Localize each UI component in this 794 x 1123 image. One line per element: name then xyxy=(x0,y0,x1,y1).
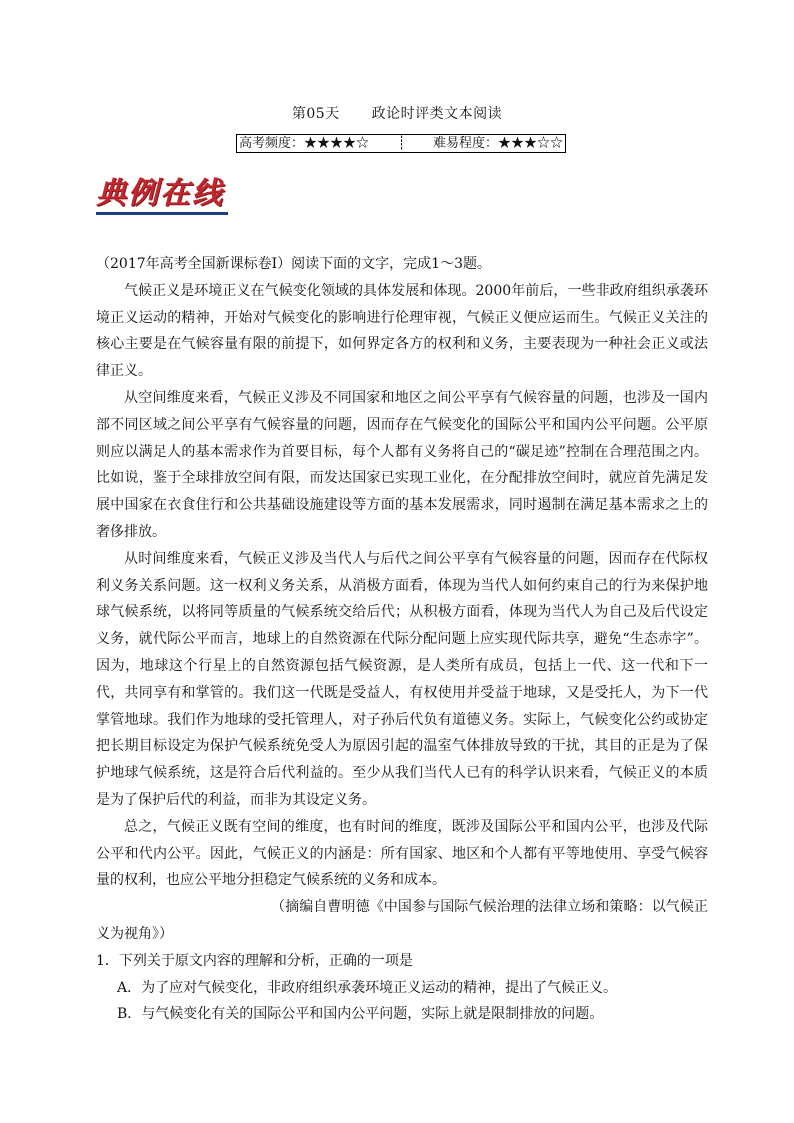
frequency-rating xyxy=(239,134,369,153)
page-title xyxy=(0,103,794,123)
source-citation: （摘编自曹明德《中国参与国际气候治理的法律立场和策略：以气候正义为视角》） xyxy=(96,899,708,942)
day-label: 第05天 xyxy=(291,106,340,122)
paragraph: 从空间维度来看，气候正义涉及不同国家和地区之间公平享有气候容量的问题，也涉及一国内部不同区域之间公平享有气候容量的问题，因而存在气候变化的国际公平和国内公平问题。公平原则应以满足人的基本需求作为首要目标，每个人都有义务将自己的“碳足迹”控制在合理范围之内。比如说，鉴于全球排放空间有限，而发达国家已实现工业化，在分配排放空间时，就应首先满足发展中国家在衣食住行和公共基础设施建设等方面的基本发展需求，同时遏制在满足基本需求之上的奢侈排放。 xyxy=(96,389,708,540)
question-stem: 1．下列关于原文内容的理解和分析，正确的一项是 xyxy=(96,952,413,969)
paragraph: 总之，气候正义既有空间的维度，也有时间的维度，既涉及国际公平和国内公平，也涉及代际公平和代内公平。因此，气候正义的内涵是：所有国家、地区和个人都有平等地使用、享受气候容量的权利，也应公平地分担稳定气候系统的义务和成本。 xyxy=(96,818,708,889)
frequency-stars: ★★★★☆ xyxy=(304,136,370,151)
question-option-a: A．为了应对气候变化，非政府组织承袭环境正义运动的精神，提出了气候正义。 xyxy=(117,979,618,996)
intro-line: （2017年高考全国新课标卷Ⅰ）阅读下面的文字，完成1～3题。 xyxy=(96,256,491,272)
banner-underline xyxy=(96,212,228,215)
frequency-label: 高考频度： xyxy=(239,136,305,151)
question-option-b: B．与气候变化有关的国际公平和国内公平问题，实际上就是限制排放的问题。 xyxy=(117,1006,604,1023)
difficulty-stars: ★★★☆☆ xyxy=(497,136,563,151)
difficulty-rating xyxy=(433,134,563,153)
article-body xyxy=(96,251,708,1028)
paragraph: 从时间维度来看，气候正义涉及当代人与后代之间公平享有气候容量的问题，因而存在代际权利义务关系问题。这一权利义务关系，从消极方面看，体现为当代人如何约束自己的行为来保护地球气候系统，以将同等质量的气候系统交给后代；从积极方面看，体现为当代人为自己及后代设定义务，就代际公平而言，地球上的自然资源在代际分配问题上应实现代际共享，避免“生态赤字”。因为，地球这个行星上的自然资源包括气候资源，是人类所有成员，包括上一代、这一代和下一代，共同享有和掌管的。我们这一代既是受益人，有权使用并受益于地球，又是受托人，为下一代掌管地球。我们作为地球的受托管理人，对子孙后代负有道德义务。实际上，气候变化公约或协定把长期目标设定为保护气候系统免受人为原因引起的温室气体排放导致的干扰，其目的正是为了保护地球气候系统，这是符合后代利益的。至少从我们当代人已有的科学认识来看，气候正义的本质是为了保护后代的利益，而非为其设定义务。 xyxy=(96,550,708,808)
section-banner xyxy=(96,176,230,218)
banner-title: 典例在线 xyxy=(96,176,224,211)
frequency-difficulty-box xyxy=(236,134,566,153)
topic-label: 政论时评类文本阅读 xyxy=(371,106,503,122)
difficulty-label: 难易程度： xyxy=(432,136,498,151)
paragraph: 气候正义是环境正义在气候变化领域的具体发展和体现。2000年前后，一些非政府组织承袭环境正义运动的精神，开始对气候变化的影响进行伦理审视，气候正义便应运而生。气候正义关注的核心主要是在气候容量有限的前提下，如何界定各方的权利和义务，主要表现为一种社会正义或法律正义。 xyxy=(96,282,708,380)
rating-separator: ┊ xyxy=(397,136,405,151)
